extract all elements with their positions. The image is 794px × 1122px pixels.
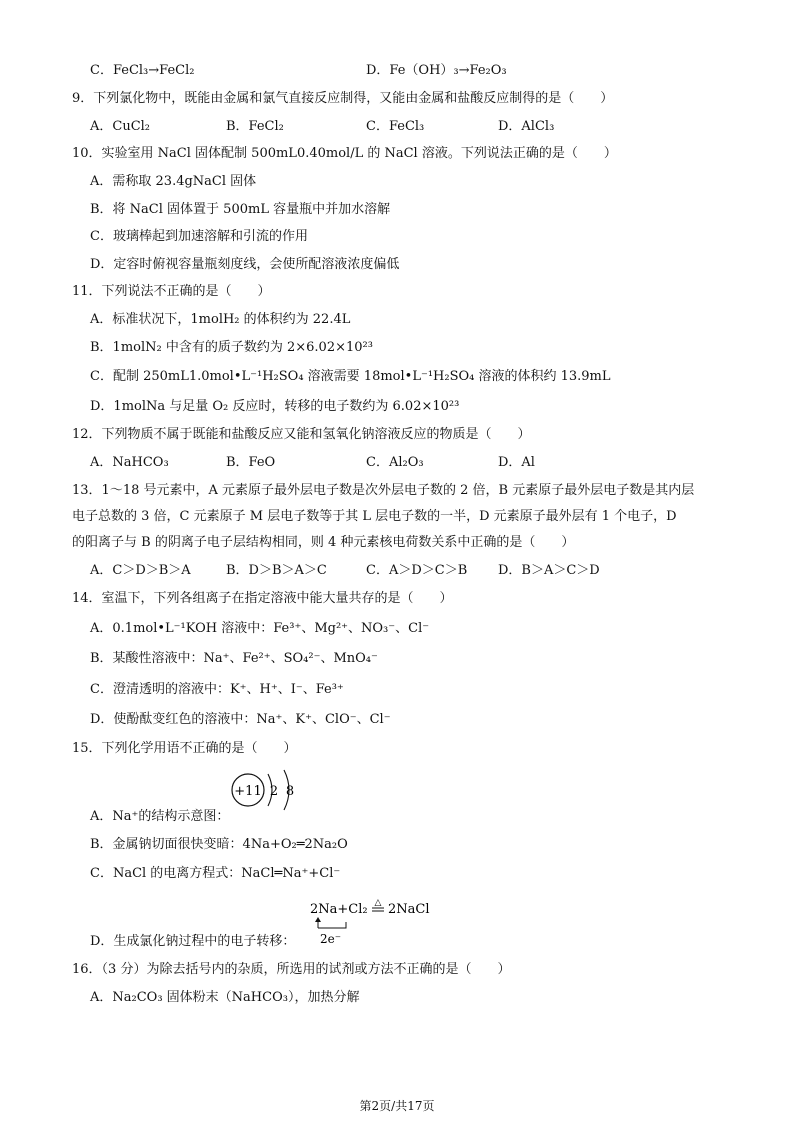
q14-option-d: D．使酚酞变红色的溶液中：Na⁺、K⁺、ClO⁻、Cl⁻: [90, 712, 391, 727]
q13-option-b: B．D＞B＞A＞C: [226, 563, 327, 578]
shell-2-electrons: 8: [285, 784, 295, 799]
q10-option-c: C．玻璃棒起到加速溶解和引流的作用: [90, 229, 308, 244]
q13-option-c: C．A＞D＞C＞B: [366, 563, 468, 578]
electron-transfer-diagram: [306, 894, 446, 948]
equation-reactants: 2Na+Cl₂: [310, 902, 368, 917]
transfer-bracket: [318, 922, 346, 928]
q9-option-b: B．FeCl₂: [226, 119, 284, 134]
q10-option-d: D．定容时俯视容量瓶刻度线，会使所配溶液浓度偏低: [90, 257, 400, 272]
q13-option-a: A．C＞D＞B＞A: [90, 563, 191, 578]
q8-option-c: C．FeCl₃→FeCl₂: [90, 63, 195, 78]
q15-option-a: A．Na⁺的结构示意图：: [90, 809, 230, 824]
heating-condition: △: [374, 898, 382, 908]
q10-option-b: B．将 NaCl 固体置于 500mL 容量瓶中并加水溶解: [90, 202, 391, 217]
q14-option-a: A．0.1mol•L⁻¹KOH 溶液中：Fe³⁺、Mg²⁺、NO₃⁻、Cl⁻: [90, 621, 430, 636]
q13-stem-line-2: 电子总数的 3 倍，C 元素原子 M 层电子数等于其 L 层电子数的一半，D 元素原子最外层有 1 个电子，D: [72, 509, 677, 524]
q9-option-c: C．FeCl₃: [366, 119, 425, 134]
q11-option-a: A．标准状况下，1molH₂ 的体积约为 22.4L: [90, 312, 351, 327]
page-number: 第2页/共17页: [359, 1099, 435, 1113]
q12-stem: 12．下列物质不属于既能和盐酸反应又能和氢氧化钠溶液反应的物质是（ ）: [72, 427, 531, 442]
na-ion-structure-diagram: [228, 766, 308, 814]
q9-option-d: D．AlCl₃: [498, 119, 555, 134]
q12-option-d: D．Al: [498, 455, 535, 470]
q12-option-b: B．FeO: [226, 455, 276, 470]
q8-option-d: D．Fe（OH）₃→Fe₂O₃: [366, 63, 507, 78]
q12-option-a: A．NaHCO₃: [90, 455, 169, 470]
transferred-electrons: 2e⁻: [320, 932, 342, 946]
q14-stem: 14．室温下，下列各组离子在指定溶液中能大量共存的是（ ）: [72, 591, 453, 606]
q13-stem-line-1: 13．1～18 号元素中，A 元素原子最外层电子数是次外层电子数的 2 倍，B 元素原子最外层电子数是其内层: [72, 483, 695, 498]
q16-stem: 16．（3 分）为除去括号内的杂质，所选用的试剂或方法不正确的是（ ）: [72, 962, 511, 977]
q9-option-a: A．CuCl₂: [90, 119, 151, 134]
transfer-arrow-head: [315, 917, 321, 922]
q10-option-a: A．需称取 23.4gNaCl 固体: [90, 174, 257, 189]
q12-option-c: C．Al₂O₃: [366, 455, 424, 470]
q15-option-d: D．生成氯化钠过程中的电子转移：: [90, 934, 296, 949]
q10-stem: 10．实验室用 NaCl 固体配制 500mL0.40mol/L 的 NaCl 溶液。下列说法正确的是（ ）: [72, 146, 617, 161]
q15-stem: 15．下列化学用语不正确的是（ ）: [72, 741, 297, 756]
q15-option-c: C．NaCl 的电离方程式：NaCl═Na⁺+Cl⁻: [90, 866, 341, 881]
q13-stem-line-3: 的阳离子与 B 的阴离子电子层结构相同，则 4 种元素核电荷数关系中正确的是（ ）: [72, 535, 575, 550]
q9-stem: 9．下列氯化物中，既能由金属和氯气直接反应制得，又能由金属和盐酸反应制得的是（ ）: [72, 91, 614, 106]
q16-option-a: A．Na₂CO₃ 固体粉末（NaHCO₃），加热分解: [90, 990, 360, 1005]
shell-1-electrons: 2: [269, 784, 279, 799]
nucleus-charge: +11: [234, 784, 262, 799]
q11-option-d: D．1molNa 与足量 O₂ 反应时，转移的电子数约为 6.02×10²³: [90, 399, 460, 414]
q14-option-b: B．某酸性溶液中：Na⁺、Fe²⁺、SO₄²⁻、MnO₄⁻: [90, 651, 378, 666]
q13-option-d: D．B＞A＞C＞D: [498, 563, 600, 578]
q11-option-b: B．1molN₂ 中含有的质子数约为 2×6.02×10²³: [90, 340, 373, 355]
q11-stem: 11．下列说法不正确的是（ ）: [72, 284, 271, 299]
q14-option-c: C．澄清透明的溶液中：K⁺、H⁺、I⁻、Fe³⁺: [90, 682, 344, 697]
q11-option-c: C．配制 250mL1.0mol•L⁻¹H₂SO₄ 溶液需要 18mol•L⁻¹H₂SO₄ 溶液的体积约 13.9mL: [90, 369, 611, 384]
q15-option-b: B．金属钠切面很快变暗：4Na+O₂═2Na₂O: [90, 837, 348, 852]
equation-product: 2NaCl: [388, 902, 430, 917]
